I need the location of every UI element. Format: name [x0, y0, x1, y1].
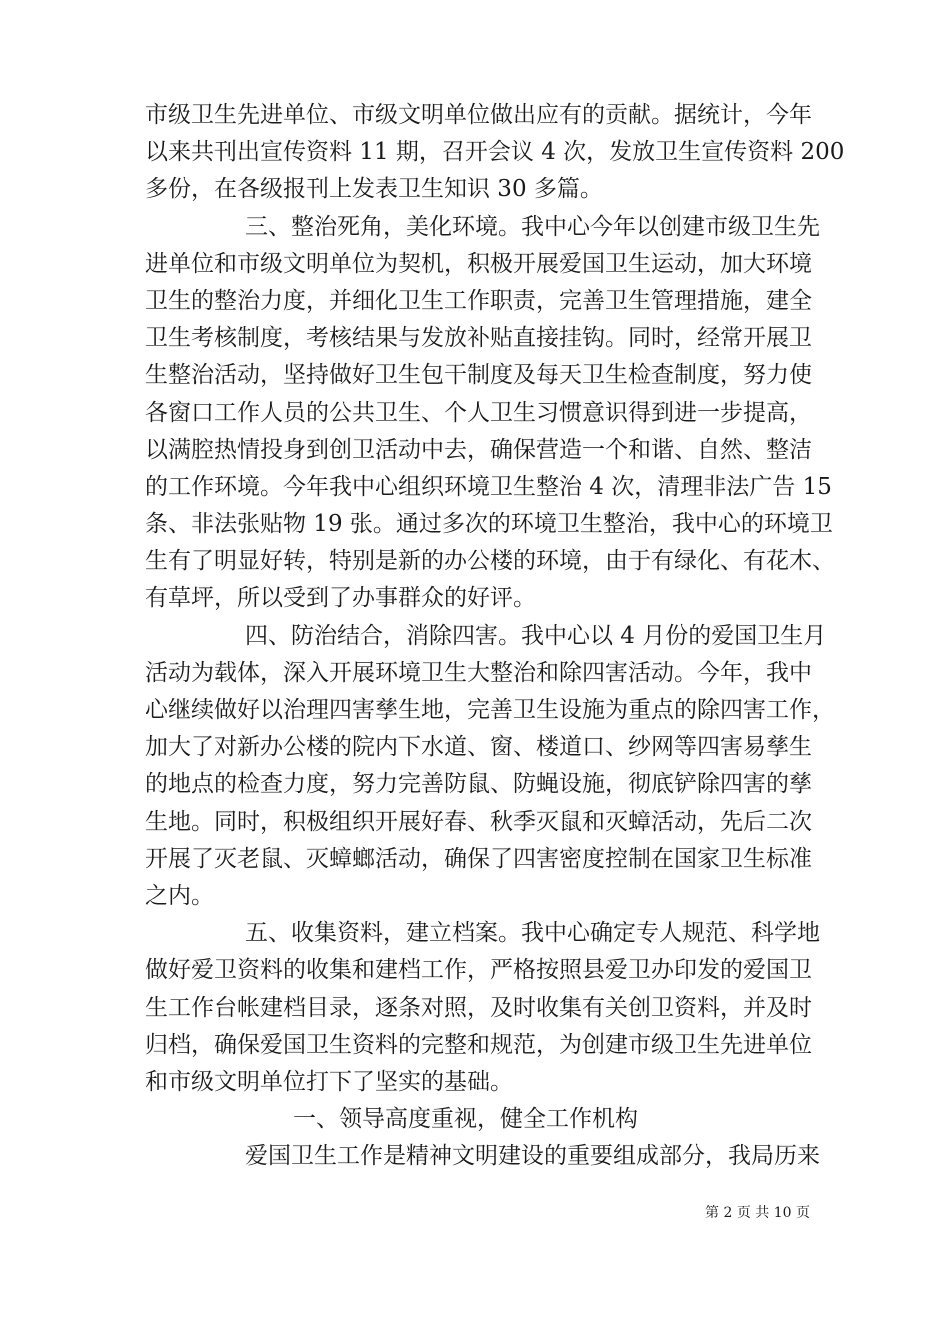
text-line: 爱国卫生工作是精神文明建设的重要组成部分，我局历来 — [245, 1143, 820, 1170]
text-line: 以来共刊出宣传资料 11 期，召开会议 4 次，发放卫生宣传资料 200 — [145, 139, 845, 166]
text-line: 五、收集资料，建立档案。我中心确定专人规范、科学地 — [245, 920, 820, 947]
text-line: 的工作环境。今年我中心组织环境卫生整治 4 次，清理非法广告 15 — [145, 473, 832, 500]
text-line: 市级卫生先进单位、市级文明单位做出应有的贡献。据统计，今年 — [145, 102, 812, 128]
text-line: 开展了灭老鼠、灭蟑螂活动，确保了四害密度控制在国家卫生标准 — [145, 845, 812, 872]
text-line: 以满腔热情投身到创卫活动中去，确保营造一个和谐、自然、整洁 — [145, 436, 812, 463]
text-line: 做好爱卫资料的收集和建档工作，严格按照县爱卫办印发的爱国卫 — [145, 957, 812, 984]
text-line: 生地。同时，积极组织开展好春、秋季灭鼠和灭蟑活动，先后二次 — [145, 808, 812, 835]
text-line: 三、整治死角，美化环境。我中心今年以创建市级卫生先 — [245, 213, 820, 240]
text-line: 各窗口工作人员的公共卫生、个人卫生习惯意识得到进一步提高， — [145, 399, 812, 426]
text-line: 卫生的整治力度，并细化卫生工作职责，完善卫生管理措施，建全 — [145, 287, 812, 314]
text-line: 生整治活动，坚持做好卫生包干制度及每天卫生检查制度，努力使 — [145, 362, 812, 389]
text-line: 生有了明显好转，特别是新的办公楼的环境，由于有绿化、有花木、 — [145, 548, 835, 575]
text-line: 之内。 — [145, 882, 214, 909]
document-body — [145, 97, 845, 1175]
text-line: 多份，在各级报刊上发表卫生知识 30 多篇。 — [145, 176, 603, 203]
text-line: 一、领导高度重视，健全工作机构 — [293, 1106, 638, 1133]
text-line: 卫生考核制度，考核结果与发放补贴直接挂钩。同时，经常开展卫 — [145, 325, 812, 352]
page-number: 第 2 页 共 10 页 — [705, 1205, 810, 1221]
text-line: 心继续做好以治理四害孳生地，完善卫生设施为重点的除四害工作， — [145, 697, 835, 723]
text-line: 进单位和市级文明单位为契机，积极开展爱国卫生运动，加大环境 — [145, 250, 812, 277]
text-line: 加大了对新办公楼的院内下水道、窗、楼道口、纱网等四害易孳生 — [145, 734, 812, 761]
text-line: 四、防治结合，消除四害。我中心以 4 月份的爱国卫生月 — [245, 622, 827, 649]
text-line: 活动为载体，深入开展环境卫生大整治和除四害活动。今年，我中 — [145, 659, 812, 686]
text-line: 归档，确保爱国卫生资料的完整和规范，为创建市级卫生先进单位 — [145, 1031, 812, 1058]
text-line: 有草坪，所以受到了办事群众的好评。 — [145, 585, 536, 612]
text-line: 生工作台帐建档目录，逐条对照，及时收集有关创卫资料，并及时 — [145, 994, 812, 1021]
text-line: 和市级文明单位打下了坚实的基础。 — [145, 1068, 513, 1095]
text-line: 的地点的检查力度，努力完善防鼠、防蝇设施，彻底铲除四害的孳 — [145, 771, 812, 798]
text-line: 条、非法张贴物 19 张。通过多次的环境卫生整治，我中心的环境卫 — [145, 511, 833, 538]
